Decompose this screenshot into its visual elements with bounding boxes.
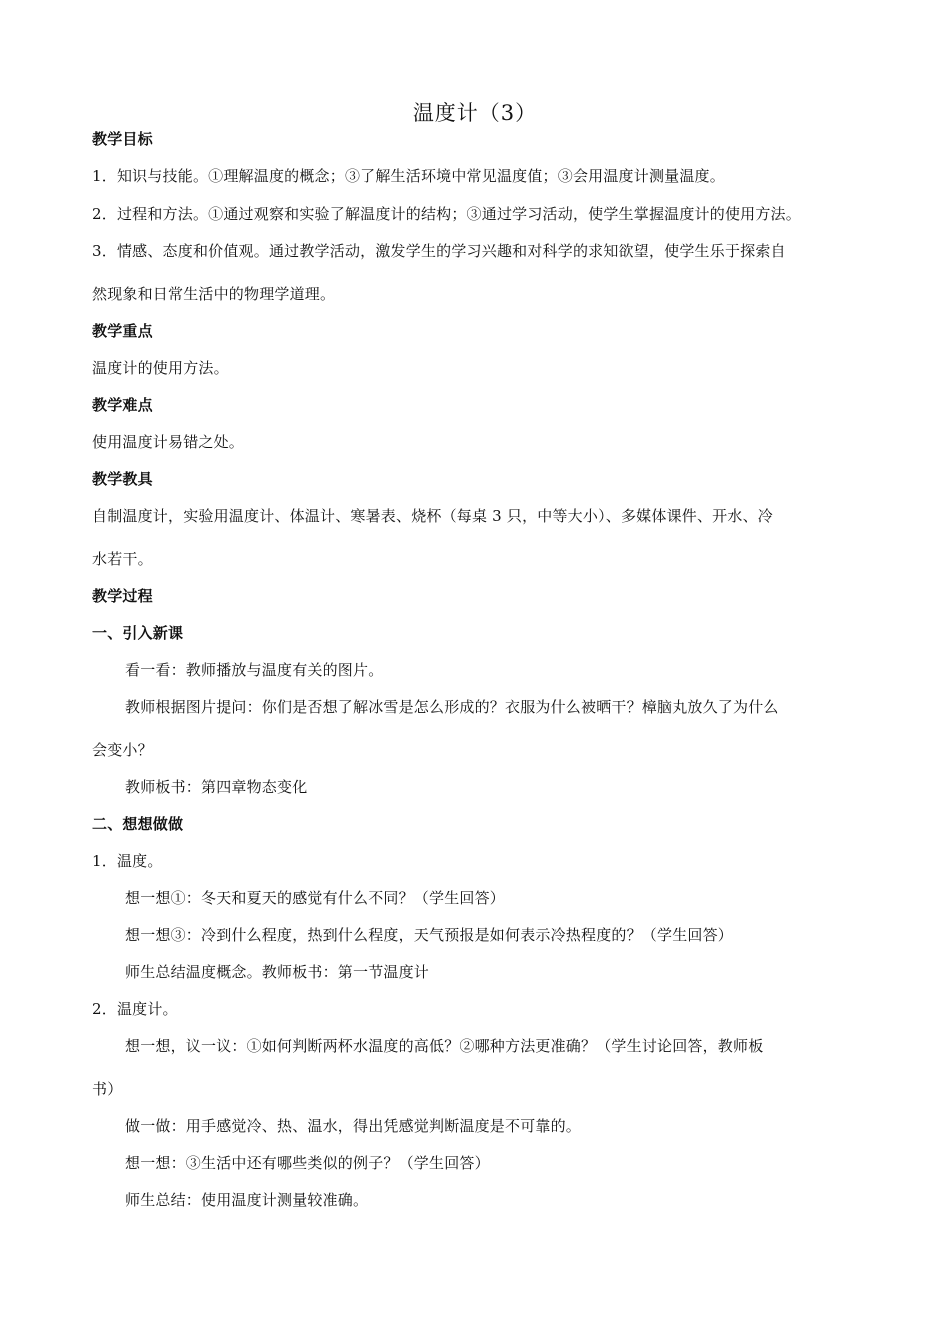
difficult-text: 使用温度计易错之处。	[92, 433, 245, 451]
part1-paragraph-2-line-2: 会变小？	[92, 741, 153, 759]
goal-1: 1．知识与技能。①理解温度的概念；③了解生活环境中常见温度值；③会用温度计测量温度。	[92, 167, 725, 185]
part1-paragraph-3: 教师板书：第四章物态变化	[125, 778, 308, 796]
tools-heading: 教学教具	[92, 470, 153, 488]
goal-2: 2．过程和方法。①通过观察和实验了解温度计的结构；③通过学习活动，使学生掌握温度计的使用方法。	[92, 205, 801, 223]
part2-heading: 二、想想做做	[92, 815, 184, 833]
part2-item-2-line-c: 想一想：③生活中还有哪些类似的例子？（学生回答）	[125, 1154, 490, 1172]
part1-heading: 一、引入新课	[92, 624, 184, 642]
goal-3-line-1: 3．情感、态度和价值观。通过教学活动，激发学生的学习兴趣和对科学的求知欲望，使学生乐于探索自	[92, 242, 786, 260]
part2-item-1-line-a: 想一想①：冬天和夏天的感觉有什么不同？（学生回答）	[125, 889, 506, 907]
key-heading: 教学重点	[92, 322, 153, 340]
part2-item-1: 1．温度。	[92, 852, 163, 870]
part1-paragraph-1: 看一看：教师播放与温度有关的图片。	[125, 661, 384, 679]
part2-item-2-line-d: 师生总结：使用温度计测量较准确。	[125, 1191, 369, 1209]
part2-item-2: 2．温度计。	[92, 1000, 178, 1018]
key-text: 温度计的使用方法。	[92, 359, 229, 377]
part2-item-2-line-a2: 书）	[92, 1080, 123, 1098]
goals-heading: 教学目标	[92, 130, 153, 148]
difficult-heading: 教学难点	[92, 396, 153, 414]
tools-line-2: 水若干。	[92, 550, 153, 568]
tools-line-1: 自制温度计，实验用温度计、体温计、寒暑表、烧杯（每桌 3 只，中等大小）、多媒体课件、开水、冷	[92, 507, 773, 525]
part2-item-1-line-c: 师生总结温度概念。教师板书：第一节温度计	[125, 963, 430, 981]
part2-item-2-line-b: 做一做：用手感觉冷、热、温水，得出凭感觉判断温度是不可靠的。	[125, 1117, 582, 1135]
part2-item-2-line-a1: 想一想，议一议：①如何判断两杯水温度的高低？②哪种方法更准确？（学生讨论回答，教师板	[125, 1037, 764, 1055]
page-title: 温度计（3）	[412, 101, 538, 125]
goal-3-line-2: 然现象和日常生活中的物理学道理。	[92, 285, 336, 303]
part2-item-1-line-b: 想一想③：冷到什么程度，热到什么程度，天气预报是如何表示冷热程度的？（学生回答）	[125, 926, 734, 944]
part1-paragraph-2-line-1: 教师根据图片提问：你们是否想了解冰雪是怎么形成的？衣服为什么被晒干？樟脑丸放久了为什么	[125, 698, 779, 716]
process-heading: 教学过程	[92, 587, 153, 605]
